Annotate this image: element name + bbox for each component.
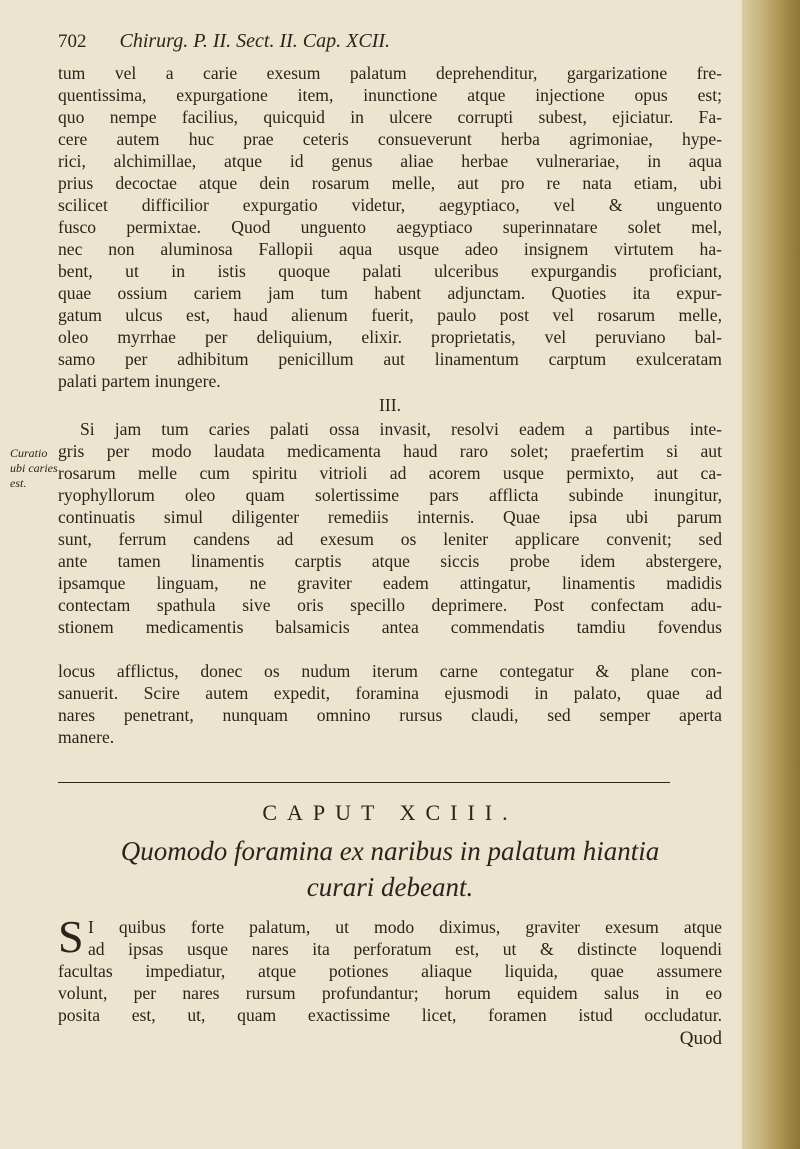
text-line: samo per adhibitum penicillum aut linamentum carptum exulceratam [58, 349, 722, 369]
text-line: ipsamque linguam, ne graviter eadem attingatur, linamentis madidis [58, 573, 722, 593]
text-line: gatum ulcus est, haud alienum fuerit, paulo post vel rosarum melle, [58, 305, 722, 325]
margin-note: Curatio ubi caries est. [10, 446, 58, 490]
text-line: tum vel a carie exesum palatum deprehenditur, gargarizatione fre- [58, 63, 722, 83]
text-line: manere. [58, 727, 115, 747]
text-line: ad ipsas usque nares ita perforatum est, ut & distincte loquendi [88, 939, 722, 959]
text-line: sanuerit. Scire autem expedit, foramina ejusmodi in palato, quae ad [58, 683, 722, 703]
text-line: facultas impediatur, atque potiones aliaque liquida, quae assumere [58, 961, 722, 981]
page-number: 702 [58, 31, 87, 52]
text-line: cere autem huc prae ceteris consueverunt herba agrimoniae, hype- [58, 129, 722, 149]
drop-cap: S [58, 911, 84, 962]
chapter-title-line-2: curari debeant. [306, 872, 474, 902]
text-line: posita est, ut, quam exactissime licet, foramen istud occludatur. [58, 1005, 722, 1025]
running-title: Chirurg. P. II. Sect. II. Cap. XCII. [119, 30, 391, 52]
text-line: ryophyllorum oleo quam solertissime pars afflicta subinde inungitur, [58, 485, 722, 505]
text-line: I quibus forte palatum, ut modo diximus, graviter exesum atque [88, 917, 722, 937]
text-line: palati partem inungere. [58, 371, 221, 391]
text-line: quae ossium cariem jam tum habent adjunctam. Quoties ita expur- [58, 283, 722, 303]
chapter-title-line-1: Quomodo foramina ex naribus in palatum hiantia [120, 836, 660, 866]
text-line: quo nempe facilius, quicquid in ulcere corrupti subest, ejiciatur. Fa- [58, 107, 722, 127]
chapter-heading: CAPUT XCIII. [262, 800, 518, 825]
running-header [58, 30, 708, 56]
text-line: oleo myrrhae per deliquium, elixir. proprietatis, vel peruviano bal- [58, 327, 722, 347]
text-line: volunt, per nares rursum profundantur; horum equidem salus in eo [58, 983, 722, 1003]
text-line: rosarum melle cum spiritu vitrioli ad acorem usque permixto, aut ca- [58, 463, 722, 483]
text-line: fusco permixtae. Quod unguento aegyptiaco superinnatare solet mel, [58, 217, 722, 237]
text-line: quentissima, expurgatione item, inunctione atque injectione opus est; [58, 85, 722, 105]
text-line: sunt, ferrum candens ad exesum os leniter applicare convenit; sed [58, 529, 722, 549]
text-line: prius decoctae atque dein rosarum melle, aut pro re nata etiam, ubi [58, 173, 722, 193]
section-number: III. [379, 395, 401, 415]
text-line: rici, alchimillae, atque id genus aliae herbae vulnerariae, in aqua [58, 151, 722, 171]
text-line: contectam spathula sive oris specillo deprimere. Post confectam adu- [58, 595, 722, 615]
text-line: Si jam tum caries palati ossa invasit, resolvi eadem a partibus inte- [80, 419, 722, 439]
text-line: locus afflictus, donec os nudum iterum carne contegatur & plane con- [58, 661, 722, 681]
text-line: ante tamen linamentis carptis atque siccis probe idem abstergere, [58, 551, 722, 571]
text-line: continuatis simul diligenter remediis internis. Quae ipsa ubi parum [58, 507, 722, 527]
text-line: nec non aluminosa Fallopii aqua usque adeo insignem virtutem ha- [58, 239, 722, 259]
section-rule [58, 782, 670, 783]
text-line: nares penetrant, nunquam omnino rursus claudi, sed semper aperta [58, 705, 722, 725]
text-line: scilicet difficilior expurgatio videtur, aegyptiaco, vel & unguento [58, 195, 722, 215]
text-line: gris per modo laudata medicamenta haud raro solet; praefertim si aut [58, 441, 722, 461]
page-binding-edge [742, 0, 800, 1149]
text-line: stionem medicamentis balsamicis antea commendatis tamdiu fovendus [58, 617, 722, 637]
text-line: bent, ut in istis quoque palati ulceribus expurgandis proficiant, [58, 261, 722, 281]
catchword: Quod [679, 1028, 722, 1049]
